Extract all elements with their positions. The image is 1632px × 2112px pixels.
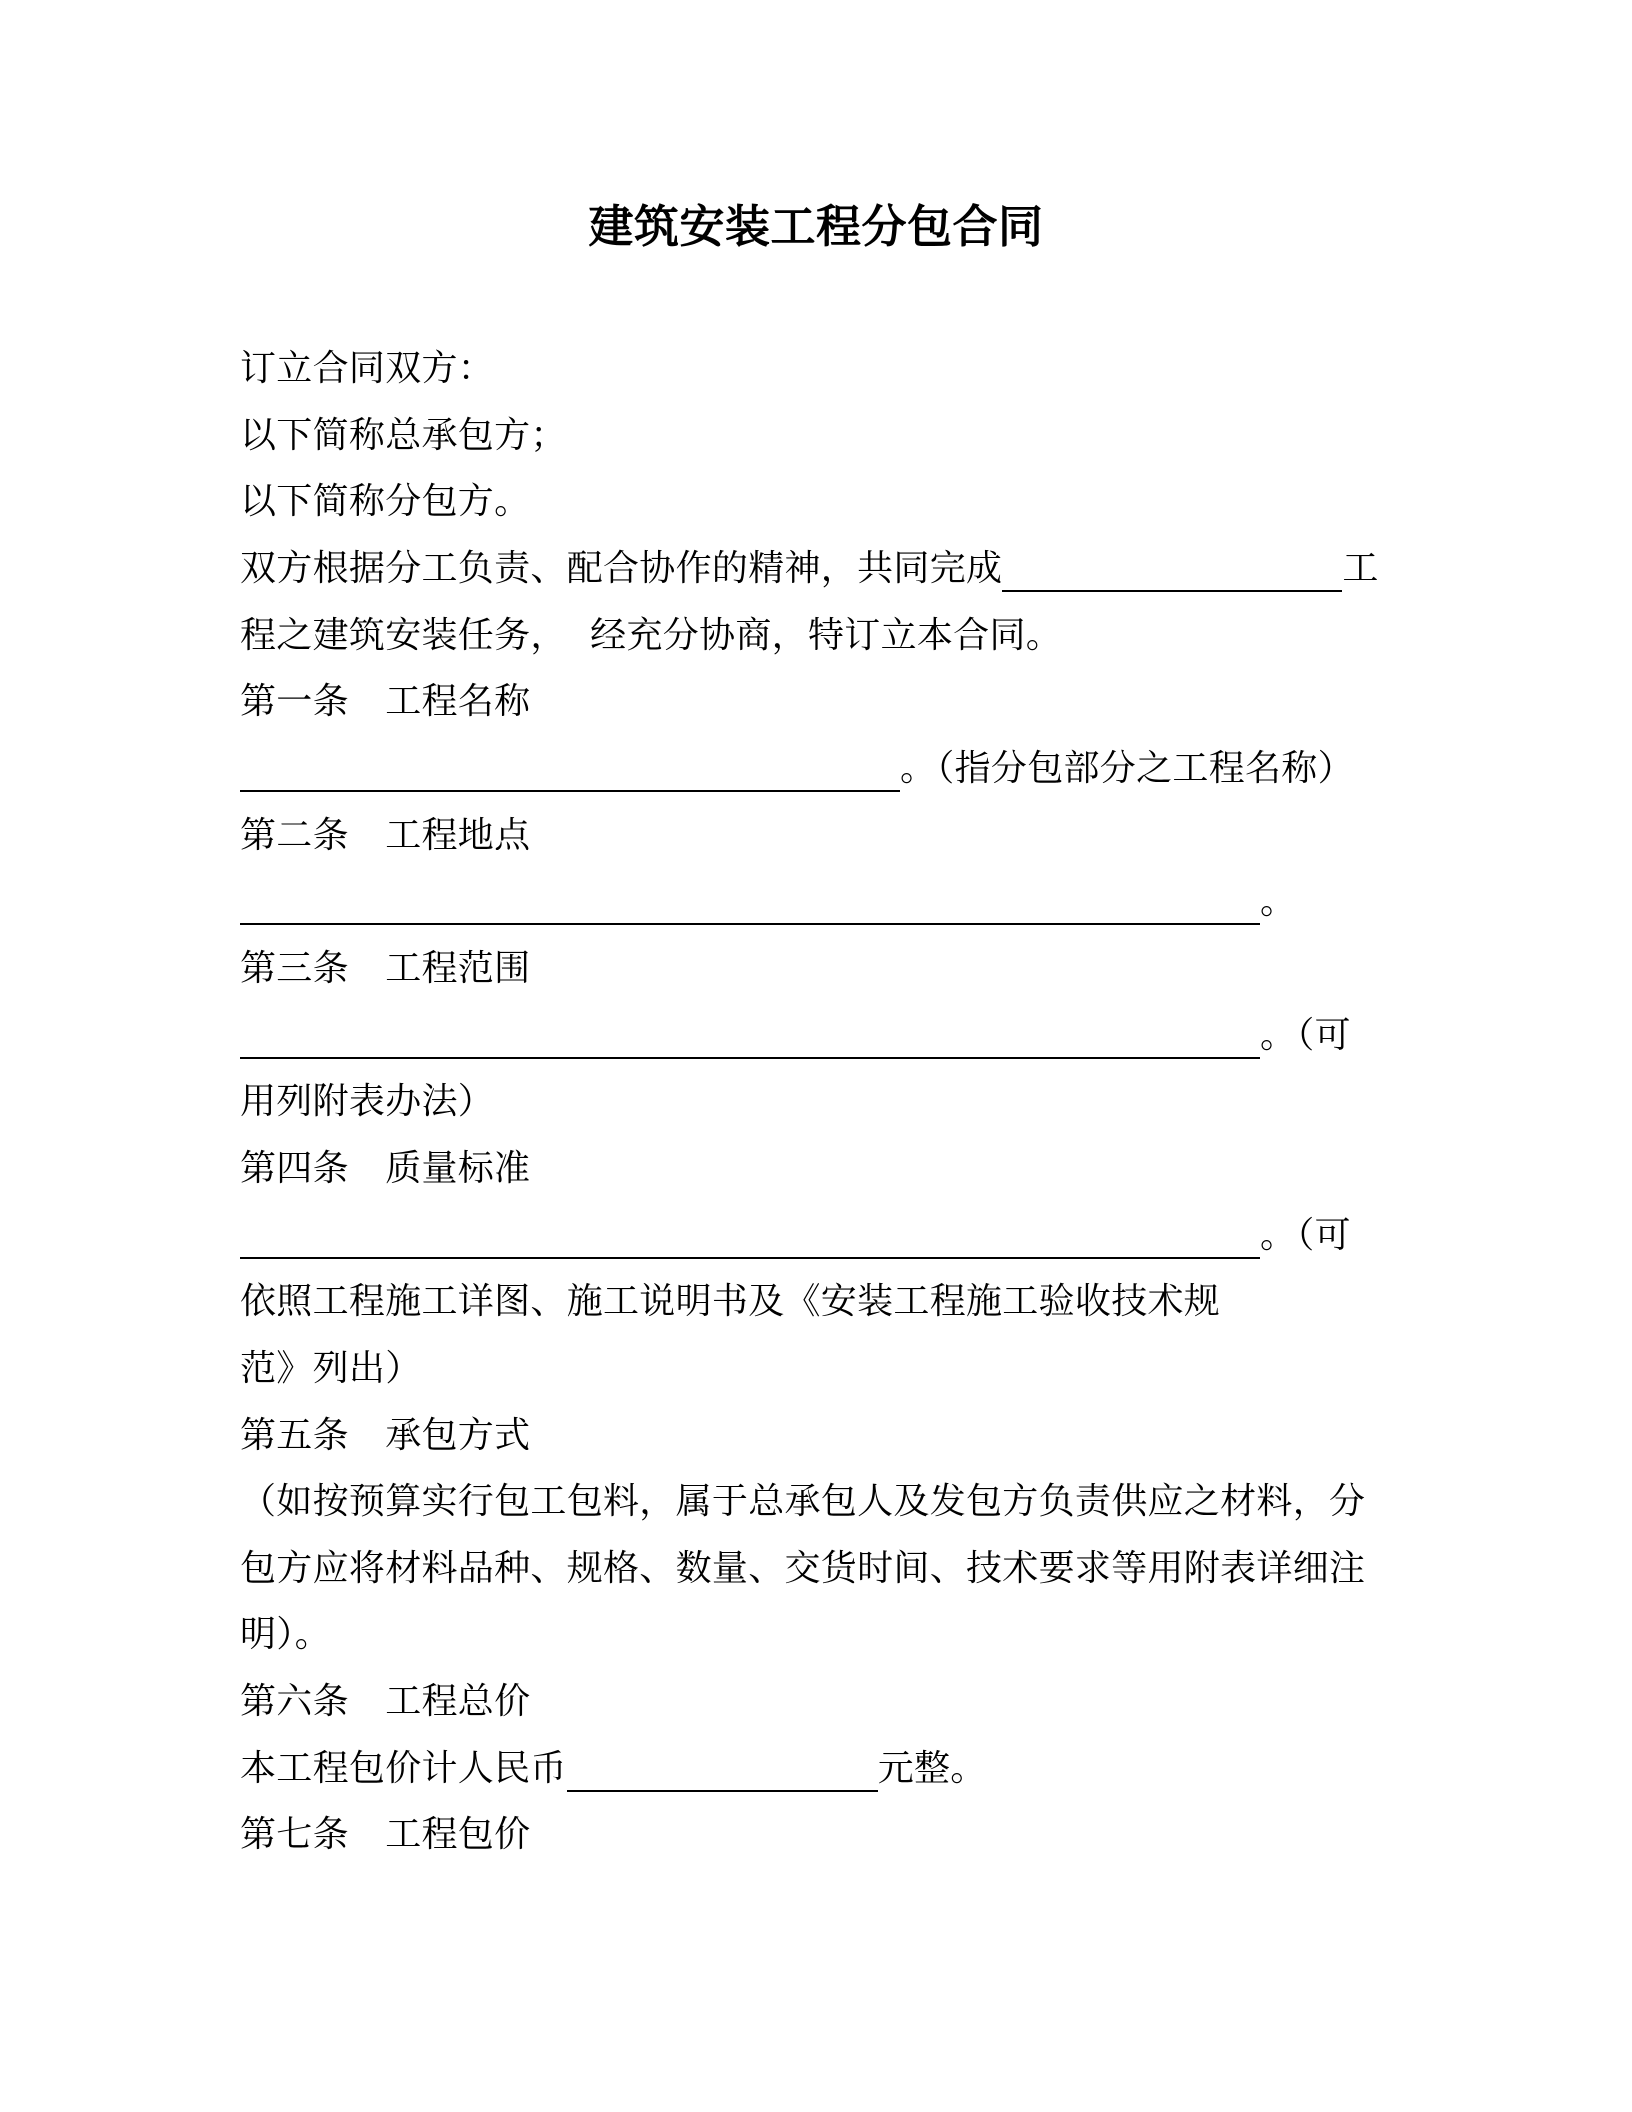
parties-line: 订立合同双方： [240, 348, 495, 389]
purpose-line [240, 536, 1390, 603]
article-heading: 第五条 承包方式 [240, 1414, 531, 1456]
article-note: 。（指分包部分之工程名称） [900, 747, 1354, 789]
article-note: 。（可 [1260, 1014, 1351, 1056]
article-heading: 第七条 工程包价 [240, 1814, 531, 1856]
fill-in-blank [240, 1257, 1260, 1259]
article-fill-line [240, 1203, 1390, 1270]
purpose-text: 双方根据分工负责、配合协作的精神，共同完成 [240, 547, 1003, 589]
price-line [240, 1736, 1390, 1803]
article-continuation: 用列附表办法） [240, 1081, 495, 1123]
article-fill-line [240, 869, 1390, 936]
article-heading: 第三条 工程范围 [240, 947, 531, 989]
article-note: 。（可 [1260, 1214, 1351, 1256]
article-heading: 第四条 质量标准 [240, 1147, 531, 1189]
document-body [240, 336, 1390, 1869]
article-note: 。 [1260, 881, 1297, 923]
document-title: 建筑安装工程分包合同 [588, 200, 1044, 253]
fill-in-blank [240, 923, 1260, 925]
price-unit: 元整。 [877, 1747, 987, 1789]
article-continuation: 明）。 [240, 1614, 331, 1656]
fill-in-blank [240, 790, 900, 792]
contractor-line: 以下简称总承包方； [240, 414, 567, 456]
article-heading: 第二条 工程地点 [240, 814, 531, 856]
article-fill-line [240, 736, 1390, 803]
article-continuation: 包方应将材料品种、规格、数量、交货时间、技术要求等用附表详细注 [240, 1547, 1366, 1589]
article-heading: 第六条 工程总价 [240, 1681, 531, 1723]
price-blank [567, 1790, 878, 1792]
article-continuation: 依照工程施工详图、施工说明书及《安装工程施工验收技术规 [240, 1281, 1221, 1323]
price-text: 本工程包价计人民币 [240, 1747, 567, 1789]
subcontractor-line: 以下简称分包方。 [240, 481, 531, 523]
purpose-continuation-line: 程之建筑安装任务， 经充分协商，特订立本合同。 [240, 614, 1063, 656]
article-continuation: （如按预算实行包工包料，属于总承包人及发包方负责供应之材料，分 [240, 1481, 1366, 1523]
fill-in-blank [240, 1057, 1260, 1059]
project-name-blank [1002, 590, 1342, 592]
article-fill-line [240, 1003, 1390, 1070]
purpose-text-end: 工 [1342, 547, 1379, 589]
article-continuation: 范》列出） [240, 1347, 422, 1389]
article-heading: 第一条 工程名称 [240, 681, 531, 723]
